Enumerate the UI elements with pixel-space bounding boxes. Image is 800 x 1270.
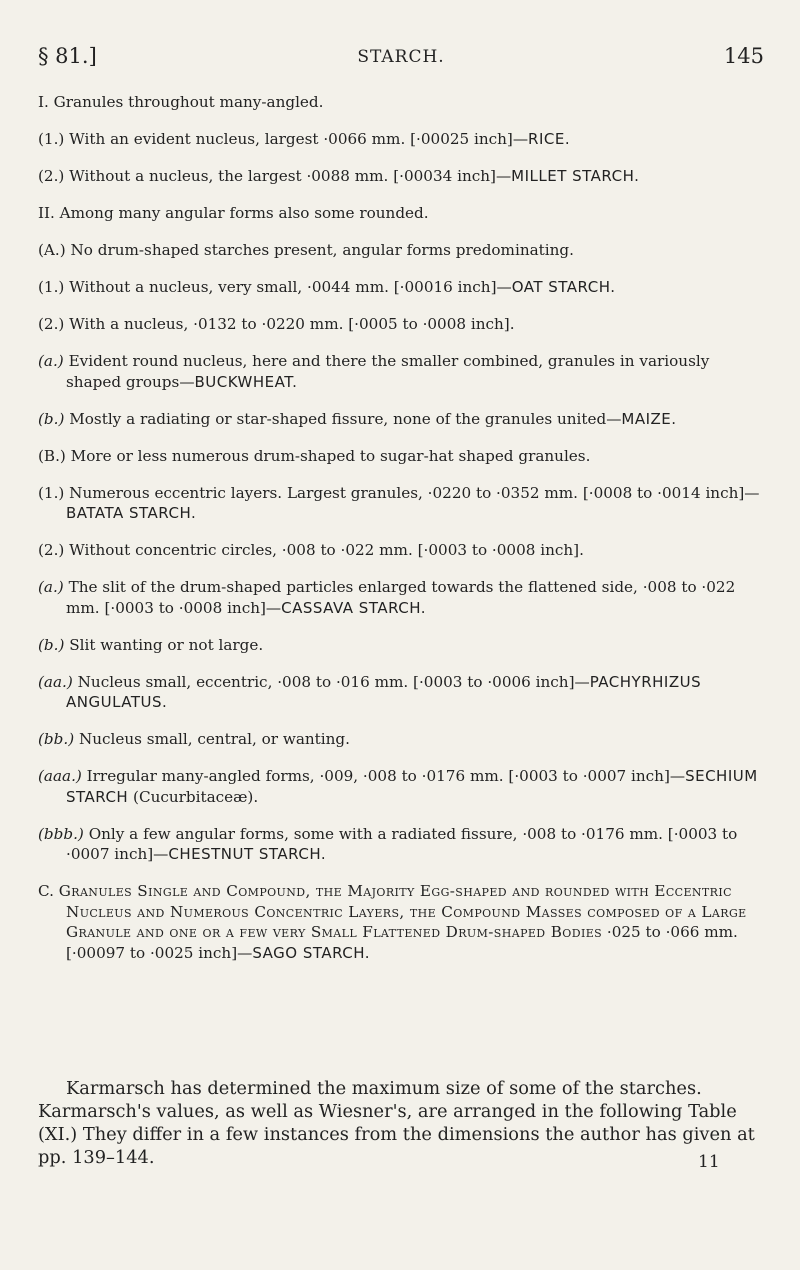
running-header bbox=[38, 44, 764, 74]
entry: (1.) Without a nucleus, very small, ·0044 mm. [·00016 inch]—OAT STARCH. bbox=[38, 278, 616, 296]
entry: (a.) The slit of the drum-shaped particles enlarged towards the flattened side, ·008 to ·022 mm. [·0003 to ·0008 inch]—CASSAVA STARCH. bbox=[38, 578, 736, 617]
starch-name: BATATA STARCH. bbox=[66, 504, 197, 522]
entry: (b.) Mostly a radiating or star-shaped fissure, none of the granules united—MAIZE. bbox=[38, 409, 677, 428]
entry: (2.) Without a nucleus, the largest ·0088 mm. [·00034 inch]—MILLET STARCH. bbox=[38, 167, 640, 185]
entry: (b.) Slit wanting or not large. bbox=[38, 635, 264, 654]
entry: II. Among many angular forms also some rounded. bbox=[38, 204, 429, 222]
starch-name: BUCKWHEAT. bbox=[194, 372, 298, 391]
entry: (1.) With an evident nucleus, largest ·0066 mm. [·00025 inch]—RICE. bbox=[38, 130, 571, 148]
entry: (2.) With a nucleus, ·0132 to ·0220 mm. [·0005 to ·0008 inch]. bbox=[38, 315, 515, 333]
running-title: STARCH. bbox=[357, 47, 445, 67]
starch-name: OAT STARCH. bbox=[511, 278, 616, 296]
entry-c: C. Granules Single and Compound, the Majority Egg-shaped and rounded with Eccentric Nucleus and Numerous Concentric Layers, the Compound Masses composed of a Large Granule and one or a few very Small Flattened Drum-shaped Bodies ·025 to ·066 mm. [·00097 to ·0025 inch]—SAGO STARCH. bbox=[38, 882, 747, 962]
body-paragraph: Karmarsch has determined the maximum size of some of the starches. Karmarsch's values, as well as Wiesner's, are arranged in the following Table (XI.) They differ in a few instances from the dimensions the author has given at pp. 139–144. bbox=[38, 1077, 755, 1168]
entry: (aaa.) Irregular many-angled forms, ·009, ·008 to ·0176 mm. [·0003 to ·0007 inch]—SECHIUM STARCH (Cucurbitaceæ). bbox=[38, 767, 758, 806]
entry: I. Granules throughout many-angled. bbox=[38, 93, 324, 111]
starch-name: CHESTNUT STARCH. bbox=[168, 845, 327, 863]
starch-name: MILLET STARCH. bbox=[511, 167, 640, 185]
entry: (a.) Evident round nucleus, here and there the smaller combined, granules in variously shaped groups—BUCKWHEAT. bbox=[38, 352, 710, 391]
entry: (A.) No drum-shaped starches present, angular forms predominating. bbox=[38, 241, 574, 259]
starch-name: CASSAVA STARCH. bbox=[281, 598, 427, 617]
entry: (1.) Numerous eccentric layers. Largest granules, ·0220 to ·0352 mm. [·0008 to ·0014 inch]—BATATA STARCH. bbox=[38, 483, 760, 522]
classification-list bbox=[38, 92, 764, 980]
entry: (2.) Without concentric circles, ·008 to ·022 mm. [·0003 to ·0008 inch]. bbox=[38, 541, 584, 559]
starch-name: SAGO STARCH. bbox=[252, 943, 371, 962]
page-number: 145 bbox=[723, 44, 764, 68]
starch-name: SECHIUM STARCH bbox=[66, 767, 758, 806]
signature-mark: 11 bbox=[698, 1152, 720, 1172]
entry: (B.) More or less numerous drum-shaped to sugar-hat shaped granules. bbox=[38, 446, 591, 465]
starch-name: PACHYRHIZUS ANGULATUS. bbox=[66, 672, 702, 711]
entry: (bb.) Nucleus small, central, or wanting. bbox=[38, 730, 350, 748]
entry: (aa.) Nucleus small, eccentric, ·008 to ·016 mm. [·0003 to ·0006 inch]—PACHYRHIZUS ANGULATUS. bbox=[38, 672, 702, 711]
starch-name: MAIZE. bbox=[621, 409, 677, 428]
section-number: § 81.] bbox=[38, 44, 97, 68]
entry: (bbb.) Only a few angular forms, some with a radiated fissure, ·008 to ·0176 mm. [·0003 to ·0007 inch]—CHESTNUT STARCH. bbox=[38, 824, 738, 863]
starch-name: RICE. bbox=[528, 130, 571, 148]
